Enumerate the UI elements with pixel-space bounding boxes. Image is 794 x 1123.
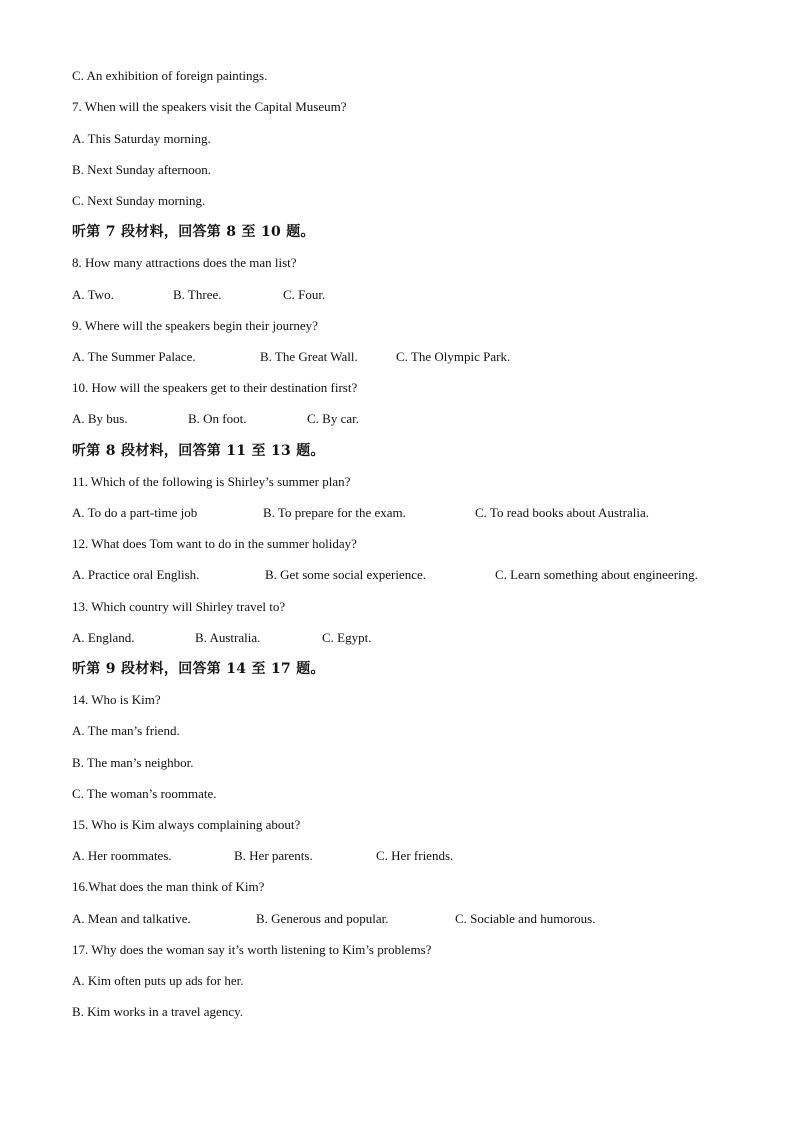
option-8a: A. Two. (72, 287, 114, 302)
option-16c: C. Sociable and humorous. (455, 911, 596, 926)
option-13b: B. Australia. (195, 630, 261, 645)
option-14b: B. The man’s neighbor. (72, 755, 194, 770)
question-15: 15. Who is Kim always complaining about? (72, 817, 301, 832)
option-14c: C. The woman’s roommate. (72, 786, 217, 801)
question-16: 16.What does the man think of Kim? (72, 879, 265, 894)
option-15b: B. Her parents. (234, 848, 313, 863)
option-16a: A. Mean and talkative. (72, 911, 191, 926)
question-13: 13. Which country will Shirley travel to? (72, 599, 286, 614)
option-7b: B. Next Sunday afternoon. (72, 162, 212, 177)
option-12c: C. Learn something about engineering. (495, 567, 698, 582)
section-heading-passage-7: 听第 7 段材料，回答第 8 至 10 题。 (72, 224, 315, 240)
option-11b: B. To prepare for the exam. (263, 505, 406, 520)
option-15c: C. Her friends. (376, 848, 454, 863)
question-8: 8. How many attractions does the man list? (72, 255, 297, 270)
option-11a: A. To do a part-time job (72, 505, 198, 520)
option-9b: B. The Great Wall. (260, 349, 358, 364)
section-heading-passage-9: 听第 9 段材料，回答第 14 至 17 题。 (72, 661, 325, 677)
option-14a: A. The man’s friend. (72, 723, 180, 738)
option-12b: B. Get some social experience. (265, 567, 426, 582)
question-11: 11. Which of the following is Shirley’s summer plan? (72, 474, 351, 489)
option-7c: C. Next Sunday morning. (72, 193, 206, 208)
option-9c: C. The Olympic Park. (396, 349, 511, 364)
option-11c: C. To read books about Australia. (475, 505, 649, 520)
question-9: 9. Where will the speakers begin their journey? (72, 318, 318, 333)
option-13a: A. England. (72, 630, 135, 645)
option-17a: A. Kim often puts up ads for her. (72, 973, 244, 988)
option-10b: B. On foot. (188, 411, 247, 426)
section-heading-passage-8: 听第 8 段材料，回答第 11 至 13 题。 (72, 443, 325, 459)
question-17: 17. Why does the woman say it’s worth listening to Kim’s problems? (72, 942, 432, 957)
option-13c: C. Egypt. (322, 630, 372, 645)
option-10c: C. By car. (307, 411, 359, 426)
option-8c: C. Four. (283, 287, 326, 302)
option-6c: C. An exhibition of foreign paintings. (72, 68, 268, 83)
option-15a: A. Her roommates. (72, 848, 172, 863)
option-10a: A. By bus. (72, 411, 128, 426)
option-17b: B. Kim works in a travel agency. (72, 1004, 243, 1019)
question-14: 14. Who is Kim? (72, 692, 161, 707)
question-10: 10. How will the speakers get to their destination first? (72, 380, 358, 395)
question-12: 12. What does Tom want to do in the summer holiday? (72, 536, 357, 551)
option-16b: B. Generous and popular. (256, 911, 389, 926)
option-7a: A. This Saturday morning. (72, 131, 211, 146)
option-12a: A. Practice oral English. (72, 567, 200, 582)
option-8b: B. Three. (173, 287, 222, 302)
question-7: 7. When will the speakers visit the Capital Museum? (72, 99, 347, 114)
option-9a: A. The Summer Palace. (72, 349, 196, 364)
